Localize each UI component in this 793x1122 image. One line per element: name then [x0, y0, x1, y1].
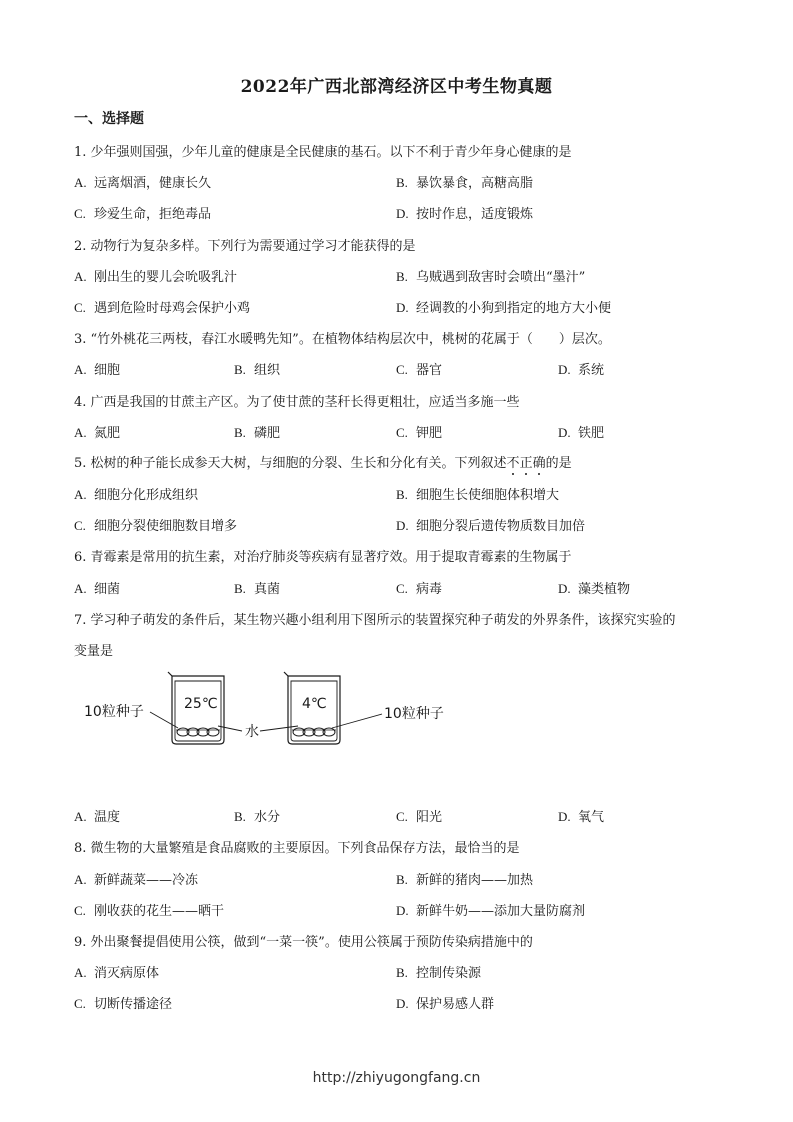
- water-label: 水: [245, 724, 259, 740]
- question-7-stem-line-2: 变量是: [74, 644, 114, 659]
- question-5-option-a[interactable]: A. 细胞分化形成组织: [74, 487, 199, 503]
- beaker-right: [284, 672, 340, 744]
- question-1-option-b[interactable]: B. 暴饮暴食，高糖高脂: [396, 175, 534, 191]
- question-7-stem-line-1: 7. 学习种子萌发的条件后，某生物兴趣小组利用下图所示的装置探究种子萌发的外界条件，该探究实验的: [74, 613, 676, 628]
- question-9-option-c[interactable]: C. 切断传播途径: [74, 996, 173, 1012]
- question-3-stem: 3. “竹外桃花三两枝，春江水暖鸭先知”。在植物体结构层次中，桃树的花属于（ ）层次。: [74, 332, 611, 347]
- seeds-left: [177, 728, 219, 736]
- question-8-option-a[interactable]: A. 新鲜蔬菜——冷冻: [74, 872, 199, 888]
- question-6-stem: 6. 青霉素是常用的抗生素，对治疗肺炎等疾病有显著疗效。用于提取青霉素的生物属于: [74, 550, 572, 565]
- beaker-left: [168, 672, 224, 744]
- section-heading: 一、选择题: [74, 111, 144, 127]
- water-leader-line-left: [218, 726, 242, 731]
- question-4-option-b[interactable]: B. 磷肥: [234, 425, 281, 441]
- question-2-option-d[interactable]: D. 经调教的小狗到指定的地方大小便: [396, 300, 612, 316]
- question-6-option-a[interactable]: A. 细菌: [74, 581, 121, 597]
- question-2-stem: 2. 动物行为复杂多样。下列行为需要通过学习才能获得的是: [74, 239, 416, 254]
- question-9-option-a[interactable]: A. 消灭病原体: [74, 965, 160, 981]
- right-temperature-label: 4℃: [302, 696, 327, 712]
- question-6-option-c[interactable]: C. 病毒: [396, 581, 443, 597]
- question-3-option-a[interactable]: A. 细胞: [74, 362, 121, 378]
- footer-url[interactable]: http://zhiyugongfang.cn: [312, 1070, 481, 1086]
- question-7-option-c[interactable]: C. 阳光: [396, 809, 443, 825]
- question-6-option-b[interactable]: B. 真菌: [234, 581, 281, 597]
- question-1-option-c[interactable]: C. 珍爱生命，拒绝毒品: [74, 206, 212, 222]
- question-4-option-c[interactable]: C. 钾肥: [396, 425, 443, 441]
- question-7-option-b[interactable]: B. 水分: [234, 809, 281, 825]
- page-title: 2022年广西北部湾经济区中考生物真题: [240, 77, 553, 97]
- question-8-option-d[interactable]: D. 新鲜牛奶——添加大量防腐剂: [396, 903, 586, 919]
- left-temperature-label: 25℃: [184, 696, 218, 712]
- question-3-option-d[interactable]: D. 系统: [558, 362, 605, 378]
- question-7-option-a[interactable]: A. 温度: [74, 809, 121, 825]
- question-9-option-b[interactable]: B. 控制传染源: [396, 965, 482, 981]
- question-5-option-b[interactable]: B. 细胞生长使细胞体积增大: [396, 487, 560, 503]
- question-4-stem: 4. 广西是我国的甘蔗主产区。为了使甘蔗的茎秆长得更粗壮，应适当多施一些: [74, 395, 520, 410]
- question-5-stem: 5. 松树的种子能长成参天大树，与细胞的分裂、生长和分化有关。下列叙述不正确的是: [74, 456, 572, 471]
- question-1-option-a[interactable]: A. 远离烟酒，健康长久: [74, 175, 212, 191]
- question-9-option-d[interactable]: D. 保护易感人群: [396, 996, 495, 1012]
- seeds-right: [293, 728, 335, 736]
- question-3-option-b[interactable]: B. 组织: [234, 362, 281, 378]
- question-8-option-c[interactable]: C. 刚收获的花生——晒干: [74, 903, 225, 919]
- question-2-option-c[interactable]: C. 遇到危险时母鸡会保护小鸡: [74, 300, 251, 316]
- question-2-option-b[interactable]: B. 乌贼遇到敌害时会喷出“墨汁”: [396, 269, 586, 285]
- left-seed-leader-line: [150, 712, 178, 728]
- right-seed-label: 10粒种子: [384, 706, 444, 722]
- question-7-option-d[interactable]: D. 氧气: [558, 809, 605, 825]
- question-5-option-d[interactable]: D. 细胞分裂后遗传物质数目加倍: [396, 518, 586, 534]
- question-1-stem: 1. 少年强则国强，少年儿童的健康是全民健康的基石。以下不利于青少年身心健康的是: [74, 145, 572, 160]
- left-seed-label: 10粒种子: [84, 704, 144, 720]
- question-5-option-c[interactable]: C. 细胞分裂使细胞数目增多: [74, 518, 238, 534]
- question-4-option-d[interactable]: D. 铁肥: [558, 425, 605, 441]
- question-3-option-c[interactable]: C. 器官: [396, 362, 443, 378]
- question-8-option-b[interactable]: B. 新鲜的猪肉——加热: [396, 872, 534, 888]
- question-2-option-a[interactable]: A. 刚出生的婴儿会吮吸乳汁: [74, 269, 238, 285]
- question-4-option-a[interactable]: A. 氮肥: [74, 425, 121, 441]
- question-6-option-d[interactable]: D. 藻类植物: [558, 581, 631, 597]
- question-1-option-d[interactable]: D. 按时作息，适度锻炼: [396, 206, 534, 222]
- question-8-stem: 8. 微生物的大量繁殖是食品腐败的主要原因。下列食品保存方法，最恰当的是: [74, 841, 520, 856]
- seed-germination-apparatus-figure: [74, 668, 474, 768]
- question-9-stem: 9. 外出聚餐提倡使用公筷，做到“一菜一筷”。使用公筷属于预防传染病措施中的: [74, 935, 533, 950]
